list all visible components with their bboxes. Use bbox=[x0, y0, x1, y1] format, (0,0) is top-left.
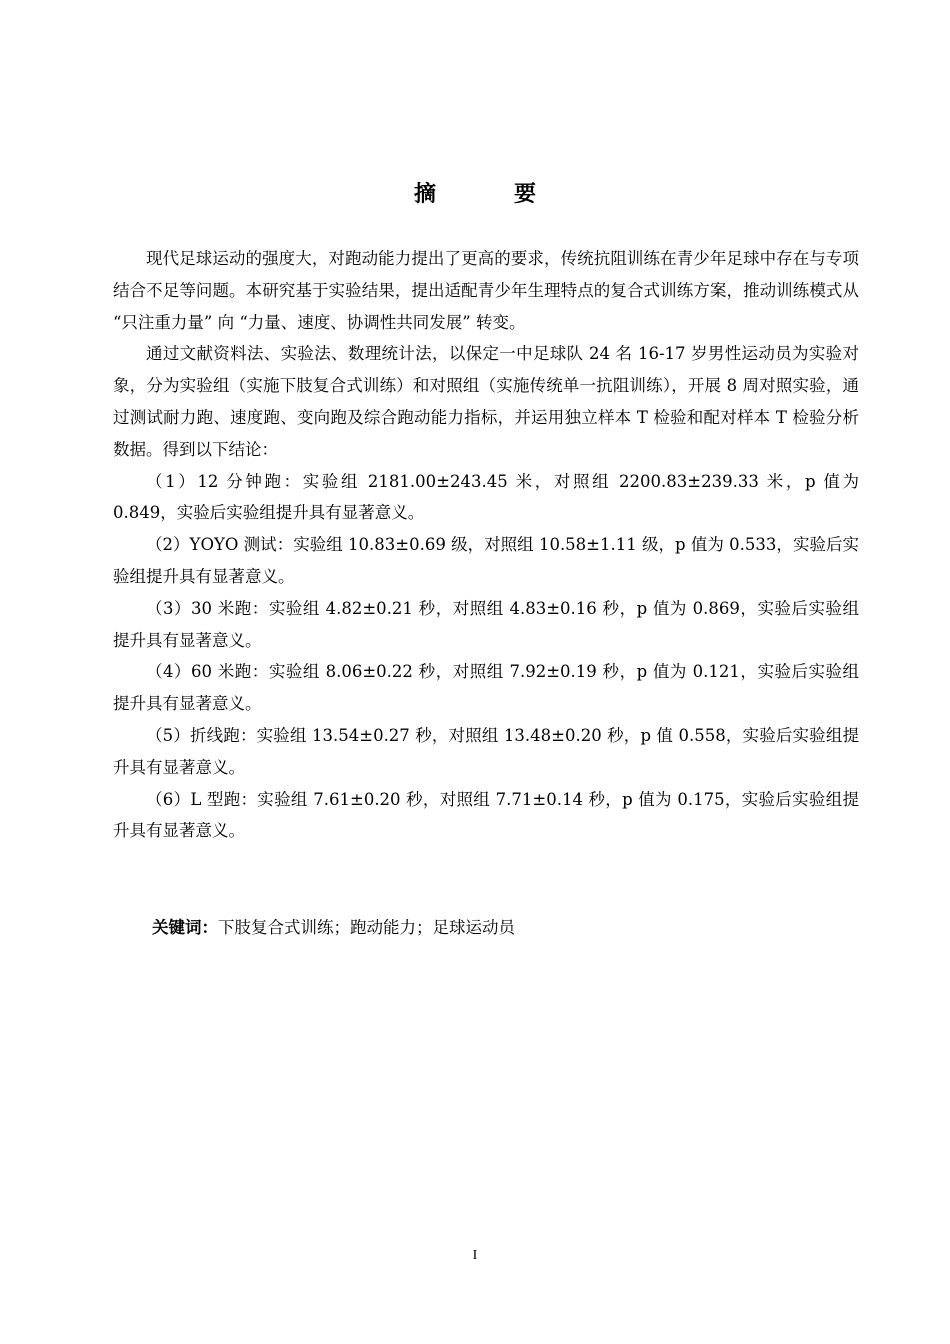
conclusion-3: （3）30 米跑：实验组 4.82±0.21 秒，对照组 4.83±0.16 秒，p 值为 0.869，实验后实验组提升具有显著意义。 bbox=[113, 598, 859, 650]
conclusion-5: （5）折线跑：实验组 13.54±0.27 秒，对照组 13.48±0.20 秒，p 值 0.558，实验后实验组提升具有显著意义。 bbox=[113, 725, 859, 777]
conclusion-4: （4）60 米跑：实验组 8.06±0.22 秒，对照组 7.92±0.19 秒，p 值为 0.121，实验后实验组提升具有显著意义。 bbox=[113, 662, 859, 714]
paragraph-methods: 通过文献资料法、实验法、数理统计法，以保定一中足球队 24 名 16-17 岁男性运动员为实验对象，分为实验组（实施下肢复合式训练）和对照组（实施传统单一抗阻训练），开展 8 周对照实验，通过测试耐力跑、速度跑、变向跑及综合跑动能力指标，并运用独立样本 T 检验和配对样本 T 检验分析数据。得到以下结论： bbox=[113, 344, 859, 459]
conclusion-2: （2）YOYO 测试：实验组 10.83±0.69 级，对照组 10.58±1.11 级，p 值为 0.533，实验后实验组提升具有显著意义。 bbox=[113, 535, 859, 586]
paragraph-intro: 现代足球运动的强度大，对跑动能力提出了更高的要求，传统抗阻训练在青少年足球中存在与专项结合不足等问题。本研究基于实验结果，提出适配青少年生理特点的复合式训练方案，推动训练模式从 “只注重力量” 向 “力量、速度、协调性共同发展” 转变。 bbox=[113, 249, 859, 332]
abstract-title: 摘 要 bbox=[413, 182, 564, 207]
keywords-text: 下肢复合式训练；跑动能力；足球运动员 bbox=[218, 918, 515, 937]
keywords bbox=[152, 913, 859, 943]
conclusion-6: （6）L 型跑：实验组 7.61±0.20 秒，对照组 7.71±0.14 秒，p 值为 0.175，实验后实验组提升具有显著意义。 bbox=[113, 789, 859, 841]
page-number: I bbox=[472, 1248, 478, 1263]
abstract-body bbox=[113, 243, 859, 847]
conclusion-1: （1）12 分钟跑：实验组 2181.00±243.45 米，对照组 2200.83±239.33 米，p 值为 0.849，实验后实验组提升具有显著意义。 bbox=[113, 471, 859, 523]
keywords-label: 关键词： bbox=[152, 918, 218, 937]
